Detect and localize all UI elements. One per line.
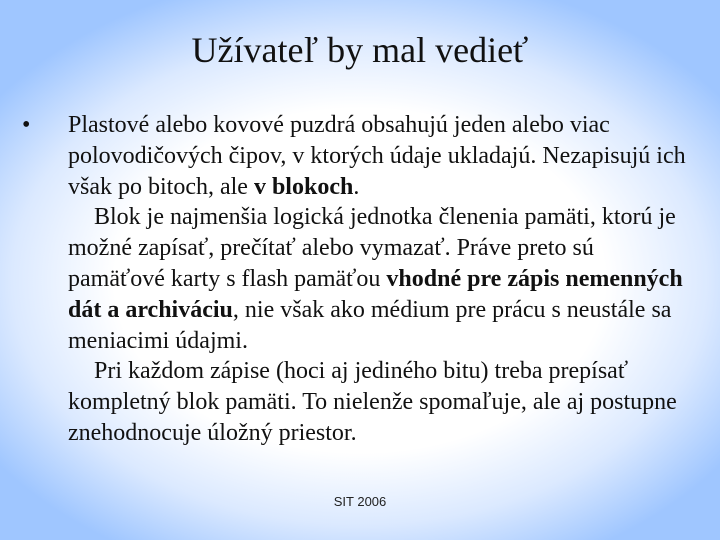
paragraph-1-bold: v blokoch (253, 173, 354, 200)
paragraph-2 (68, 202, 688, 356)
slide-title: Užívateľ by mal vedieť (191, 30, 529, 70)
paragraph-2-end: , nie však ako médium pre prácu s neustále sa meniacimi údajmi. (68, 296, 672, 354)
paragraph-1-end: . (353, 173, 360, 200)
paragraph-1-text: Plastové alebo kovové puzdrá obsahujú jeden alebo viac polovodičových čipov, v ktorých údaje ukladajú. Nezapisujú ich však po bitoch, ale (68, 112, 686, 200)
paragraph-1 (68, 110, 688, 202)
paragraph-3 (68, 356, 688, 448)
slide-footer: SIT 2006 (333, 494, 387, 509)
bullet-icon: • (22, 112, 31, 138)
paragraph-2-bold: vhodné pre zápis nemenných dát a archiváciu (68, 265, 683, 323)
paragraph-2-text: Blok je najmenšia logická jednotka členenia pamäti, ktorú je možné zapísať, prečítať alebo vymazať. Práve preto sú pamäťové karty s flash pamäťou (68, 204, 676, 292)
paragraph-3-text: Pri každom zápise (hoci aj jediného bitu) treba prepísať kompletný blok pamäti. To nielenže spomaľuje, ale aj postupne znehodnocuje úložný priestor. (68, 358, 677, 446)
slide-body (68, 110, 688, 449)
